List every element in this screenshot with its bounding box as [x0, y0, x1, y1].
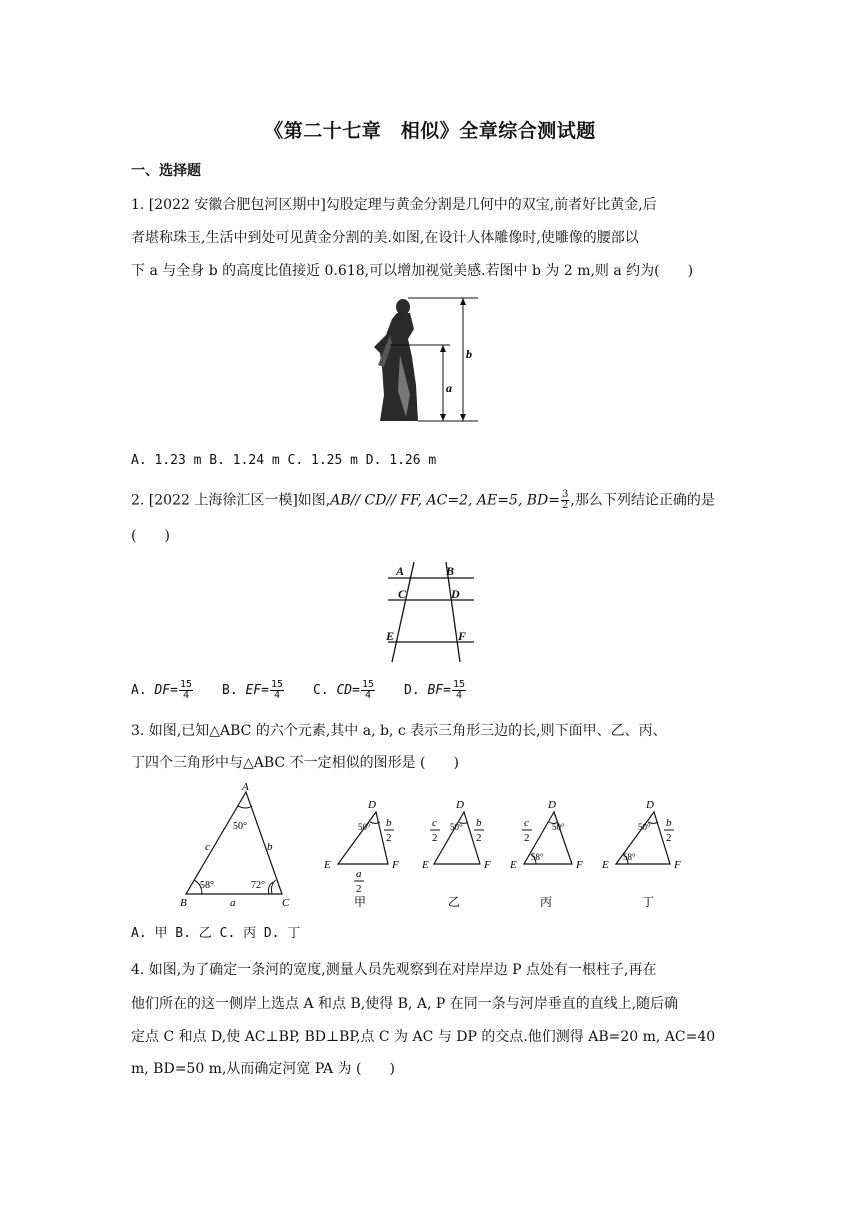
side-a: a	[356, 868, 362, 880]
label-F: F	[674, 859, 681, 871]
label-D: D	[456, 799, 464, 811]
side-a-den: 2	[356, 883, 362, 895]
label-F: F	[576, 859, 583, 871]
frac-num: 15	[179, 679, 193, 690]
frac-den: 4	[455, 690, 462, 701]
opt-fraction	[270, 680, 284, 701]
label-c: c	[205, 841, 210, 853]
q2-line1-pre: 2. [2022 上海徐汇区一模]如图,	[131, 492, 331, 509]
angle-d: 50°	[638, 822, 651, 832]
q2-option-b	[222, 680, 313, 701]
label-D: D	[548, 799, 556, 811]
label-D: D	[451, 587, 460, 601]
q4-line4: m, BD=50 m,从而确定河宽 PA 为 ( )	[131, 1061, 395, 1077]
angle-c: 72°	[251, 880, 265, 891]
label-A: A	[396, 564, 405, 578]
q2-bd-fraction	[561, 490, 569, 511]
q2-line1	[131, 490, 715, 511]
q1-line1: 1. [2022 安徽合肥包河区期中]勾股定理与黄金分割是几何中的双宝,前者好比黄金,后	[131, 197, 657, 213]
side-b: b	[476, 817, 482, 829]
frac-den: 4	[273, 690, 280, 701]
opt-fraction	[179, 680, 193, 701]
label-F: F	[458, 629, 467, 643]
q1-line2: 者堪称珠玉,生活中到处可见黄金分割的美.如图,在设计人体雕像时,使雕像的腰部以	[131, 230, 639, 246]
side-c: c	[524, 817, 529, 829]
angle-d: 50°	[552, 822, 565, 832]
triangle-yi	[421, 799, 491, 909]
opt-var: CD=	[336, 683, 360, 698]
side-b: b	[386, 817, 392, 829]
opt-letter: C.	[313, 683, 337, 698]
q3-line2: 丁四个三角形中与△ABC 不一定相似的图形是 ( )	[131, 755, 459, 771]
triangle-jia	[323, 799, 399, 909]
label-E: E	[324, 859, 331, 871]
frac-num: 15	[270, 679, 284, 690]
q3-options: A. 甲 B. 乙 C. 丙 D. 丁	[131, 926, 301, 941]
angle-e: 58°	[531, 852, 544, 862]
q2-option-c	[313, 680, 404, 701]
label-B: B	[446, 564, 455, 578]
label-E: E	[422, 859, 429, 871]
angle-a: 50°	[233, 821, 247, 832]
label-E: E	[510, 859, 517, 871]
label-E: E	[602, 859, 609, 871]
caption-bing: 丙	[540, 895, 553, 909]
side-c: c	[432, 817, 437, 829]
frac-num: 15	[361, 679, 375, 690]
q4-line1: 4. 如图,为了确定一条河的宽度,测量人员先观察到在对岸岸边 P 点处有一根柱子,再在	[131, 962, 657, 978]
q2-option-d	[404, 680, 495, 701]
opt-letter: B.	[222, 683, 246, 698]
q4-line2: 他们所在的这一侧岸上选点 A 和点 B,使得 B, A, P 在同一条与河岸垂直的直线上,随后确	[131, 996, 679, 1012]
triangle-bing	[509, 799, 583, 909]
angle: 50°	[358, 822, 371, 832]
side-c-den: 2	[432, 832, 438, 844]
statue-image	[374, 299, 418, 421]
parallel-lines-figure	[378, 560, 478, 664]
q2-options	[131, 680, 495, 701]
opt-var: EF=	[245, 683, 269, 698]
frac-den: 2	[562, 500, 569, 511]
angle-e: 58°	[623, 852, 636, 862]
label-F: F	[392, 859, 399, 871]
caption-jia: 甲	[354, 895, 367, 909]
q2-condition: AB// CD// FF, AC=2, AE=5, BD=	[330, 492, 560, 509]
caption-ding: 丁	[642, 895, 655, 909]
label-D: D	[368, 799, 376, 811]
side-b-den: 2	[666, 832, 672, 844]
frac-den: 4	[182, 690, 189, 701]
angle: 50°	[450, 822, 463, 832]
page-title: 《第二十七章 相似》全章综合测试题	[264, 120, 596, 142]
label-F: F	[484, 859, 491, 871]
side-c-den: 2	[524, 832, 530, 844]
label-B: B	[180, 897, 187, 909]
triangle-ding	[601, 799, 681, 909]
frac-num: 3	[562, 489, 569, 500]
opt-fraction	[452, 680, 466, 701]
frac-num: 15	[452, 679, 466, 690]
section-heading: 一、选择题	[131, 163, 201, 179]
label-b: b	[267, 841, 273, 853]
label-a: a	[230, 897, 236, 909]
q3-line1: 3. 如图,已知△ABC 的六个元素,其中 a, b, c 表示三角形三边的长,则下面甲、乙、丙、	[131, 723, 667, 739]
caption-yi: 乙	[448, 895, 461, 909]
label-E: E	[386, 629, 395, 643]
q1-line3: 下 a 与全身 b 的高度比值接近 0.618,可以增加视觉美感.若图中 b 为 2 m,则 a 约为( )	[131, 263, 694, 279]
triangle-abc	[180, 781, 290, 909]
q2-line2: ( )	[131, 528, 170, 544]
label-C: C	[282, 897, 290, 909]
q4-line3: 定点 C 和点 D,使 AC⊥BP, BD⊥BP,点 C 为 AC 与 DP 的交点.他们测得 AB=20 m, AC=40	[131, 1029, 716, 1045]
label-A: A	[242, 781, 249, 793]
opt-var: DF=	[154, 683, 178, 698]
frac-den: 4	[364, 690, 371, 701]
side-b: b	[666, 817, 672, 829]
opt-fraction	[361, 680, 375, 701]
label-a: a	[446, 381, 452, 395]
label-C: C	[398, 587, 407, 601]
angle-b: 58°	[200, 880, 214, 891]
opt-var: BF=	[427, 683, 451, 698]
q2-line1-post: ,那么下列结论正确的是	[570, 492, 715, 509]
side-b-den: 2	[386, 832, 392, 844]
statue-figure	[370, 295, 490, 427]
opt-letter: D.	[404, 683, 428, 698]
triangles-figure	[170, 780, 710, 916]
q1-options: A. 1.23 m B. 1.24 m C. 1.25 m D. 1.26 m	[131, 453, 437, 468]
q2-option-a	[131, 680, 222, 701]
label-b: b	[466, 347, 472, 361]
side-b-den: 2	[476, 832, 482, 844]
opt-letter: A.	[131, 683, 155, 698]
label-D: D	[646, 799, 654, 811]
